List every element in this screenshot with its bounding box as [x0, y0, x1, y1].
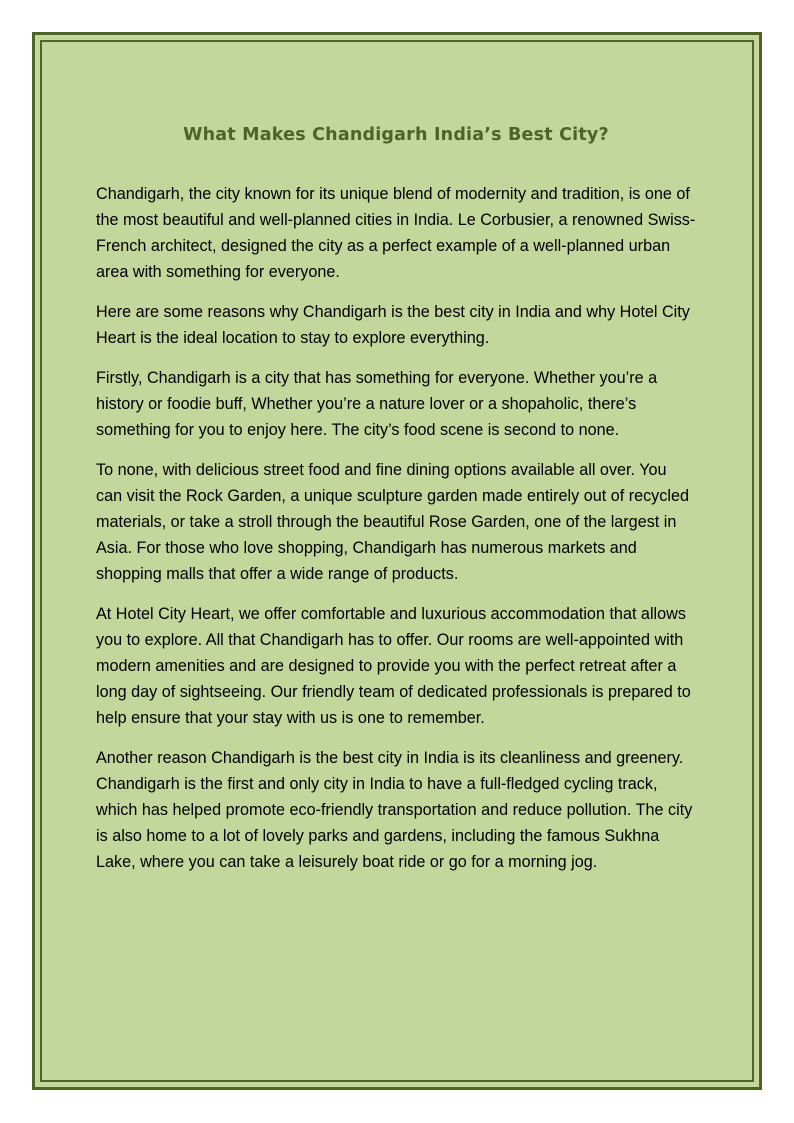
page-title: What Makes Chandigarh India’s Best City? — [183, 125, 609, 145]
paragraph-reasons: Here are some reasons why Chandigarh is the best city in India and why Hotel City Heart is the ideal location to stay to explore everything. — [96, 303, 690, 347]
paragraph-cleanliness: Another reason Chandigarh is the best city in India is its cleanliness and greenery. Chandigarh is the first and only city in India to have a full-fledged cycling track, which has helped promote eco-friendly transportation and reduce pollution. The city is also home to a lot of lovely parks and gardens, including the famous Sukhna Lake, where you can take a leisurely boat ride or go for a morning jog. — [96, 749, 693, 871]
paragraph-hotel: At Hotel City Heart, we offer comfortable and luxurious accommodation that allows you to explore. All that Chandigarh has to offer. Our rooms are well-appointed with modern amenities and are designed to provide you with the perfect retreat after a long day of sightseeing. Our friendly team of dedicated professionals is prepared to help ensure that your stay with us is one to remember. — [96, 605, 691, 727]
paragraph-attractions: To none, with delicious street food and fine dining options available all over. You can visit the Rock Garden, a unique sculpture garden made entirely out of recycled materials, or take a stroll through the beautiful Rose Garden, one of the largest in Asia. For those who love shopping, Chandigarh has numerous markets and shopping malls that offer a wide range of products. — [96, 461, 689, 583]
paragraph-firstly: Firstly, Chandigarh is a city that has something for everyone. Whether you’re a history or foodie buff, Whether you’re a nature lover or a shopaholic, there’s something for you to enjoy here. The city’s food scene is second to none. — [96, 369, 658, 439]
document-body — [96, 125, 696, 889]
paragraph-intro: Chandigarh, the city known for its unique blend of modernity and tradition, is one of the most beautiful and well-planned cities in India. Le Corbusier, a renowned Swiss-French architect, designed the city as a perfect example of a well-planned urban area with something for everyone. — [96, 185, 696, 281]
